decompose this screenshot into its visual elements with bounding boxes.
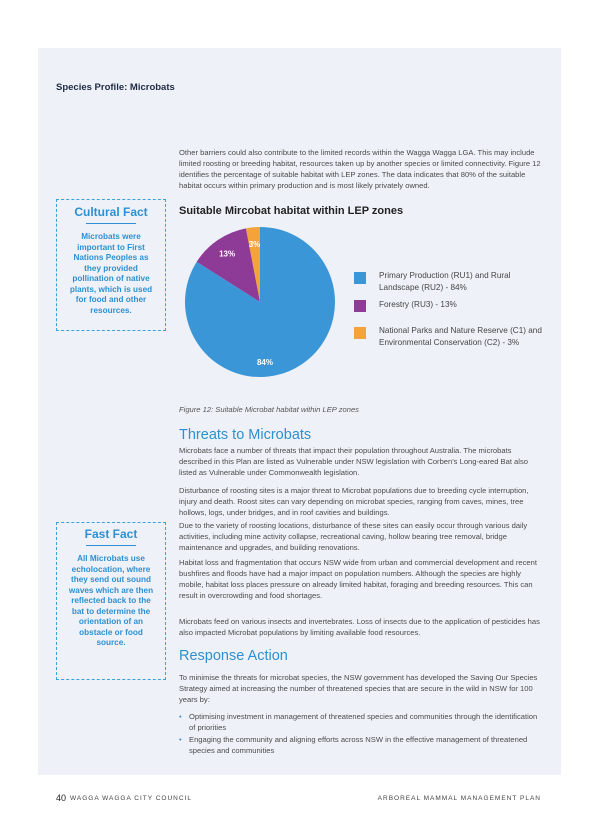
pie-chart [170, 222, 350, 392]
list-item [179, 712, 541, 733]
legend-swatch [354, 327, 366, 339]
fast-fact-title: Fast Fact [84, 527, 138, 541]
response-heading: Response Action [179, 648, 288, 664]
footer-right: ARBOREAL MAMMAL MANAGEMENT PLAN [377, 795, 541, 802]
bullet-icon: • [179, 712, 182, 721]
pie-data-label: 3% [248, 239, 261, 249]
legend-swatch [354, 300, 366, 312]
threats-heading: Threats to Microbats [179, 427, 312, 443]
response-bullet-list [179, 712, 541, 758]
legend-label: Forestry (RU3) - 13% [379, 300, 457, 309]
fast-fact-divider [86, 545, 136, 546]
fast-fact-box [56, 522, 166, 680]
bullet-text: Engaging the community and aligning efforts across NSW in the effective management of threatened species and communities [189, 735, 528, 755]
threats-paragraph-4: Habitat loss and fragmentation that occurs NSW wide from urban and commercial development and recent bushfires and floods have had a major impact on population numbers. Although the species are highly mobile, habitat loss places pressure on already limited habitat, foraging and breeding resources. This can result in overcrowding and food shortages. [179, 558, 537, 600]
legend-swatch [354, 272, 366, 284]
cultural-fact-text: Microbats were important to First Nations Peoples as they provided pollination of native plants, which is used for food and other resources. [69, 232, 153, 315]
cultural-fact-box [56, 199, 166, 331]
list-item [179, 735, 541, 756]
footer-left: WAGGA WAGGA CITY COUNCIL [70, 795, 192, 802]
legend-label: Primary Production (RU1) and Rural Landscape (RU2) - 84% [379, 271, 511, 292]
threats-paragraph-5: Microbats feed on various insects and invertebrates. Loss of insects due to the application of pesticides has also impacted Microbat populations by limiting available food resources. [179, 617, 540, 637]
chart-title: Suitable Mircobat habitat within LEP zones [179, 205, 404, 217]
figure-caption: Figure 12: Suitable Microbat habitat within LEP zones [179, 405, 359, 414]
page-number: 40 [56, 793, 67, 803]
threats-paragraph-3: Due to the variety of roosting locations, disturbance of these sites can easily occur through various daily activities, including mine activity collapse, recreational caving, hollow bearing tree removal, bridge maintenance and upgrades, and building renovations. [179, 521, 528, 552]
cultural-fact-title: Cultural Fact [74, 205, 148, 219]
response-paragraph: To minimise the threats for microbat species, the NSW government has developed the Saving Our Species Strategy aimed at increasing the number of threatened species that are secure in the wild in NSW for 100 years by: [179, 673, 538, 704]
profile-title: Species Profile: Microbats [56, 82, 175, 93]
bullet-icon: • [179, 735, 182, 744]
pie-data-label: 13% [219, 249, 236, 259]
threats-paragraph-1: Microbats face a number of threats that impact their population throughout Australia. The microbats described in this Plan are listed as Vulnerable under NSW legislation with Corben's Long-eared Bat also listed as Vulnerable under Commonwealth legislation. [179, 446, 528, 477]
bullet-text: Optimising investment in management of threatened species and communities through the identification of priorities [189, 712, 538, 732]
pie-data-label: 84% [256, 358, 274, 367]
threats-paragraph-2: Disturbance of roosting sites is a major threat to Microbat populations due to breeding cycle interruption, injury and death. Roost sites can vary depending on microbat species, ranging from caves, mines, tree hollows, logs, under bridges, and in roof cavities and buildings. [179, 486, 529, 517]
cultural-fact-divider [86, 223, 136, 224]
fast-fact-text: All Microbats use echolocation, where they send out sound waves which are then reflected back to the bat to determine the orientation of an obstacle or food source. [68, 554, 154, 647]
legend-label: National Parks and Nature Reserve (C1) and Environmental Conservation (C2) - 3% [379, 326, 542, 347]
intro-paragraph: Other barriers could also contribute to the limited records within the Wagga Wagga LGA. This may include limited roosting or breeding habitat, resources taken up by another species or limited connectivity. Figure 12 identifies the percentage of suitable habitat with LEP zones. The data indicates that 80% of the suitable habitat occurs within primary production and is most likely privately owned. [179, 148, 541, 190]
